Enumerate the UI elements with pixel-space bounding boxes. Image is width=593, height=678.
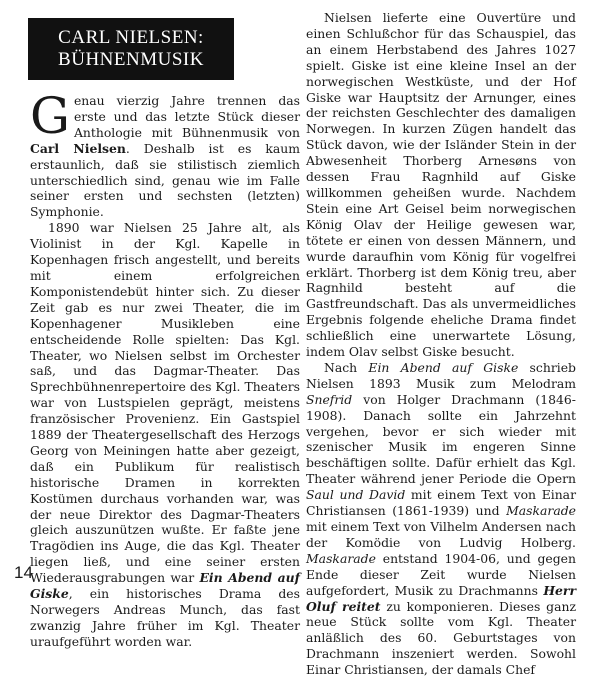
section-title-box xyxy=(28,18,234,80)
work-title: Ein Abend auf Giske xyxy=(30,570,300,602)
section-title-line-2: BÜHNENMUSIK xyxy=(58,49,204,70)
composer-name: Carl Nielsen xyxy=(30,140,126,156)
right-column xyxy=(306,10,576,678)
section-title-line-1: CARL NIELSEN: xyxy=(58,27,204,48)
left-column xyxy=(30,87,300,650)
right-paragraph-2: Nach Ein Abend auf Giske schrieb Nielsen 1893 Musik zum Melodram Snefrid von Holger Drachmann (1846-1908). Danach sollte ein Jahrzehnt vergehen, bevor er sich wieder mit szenischer Musik im engeren Sinne beschäftigen sollte. Dafür erhielt das Kgl. Theater während jener Periode die Opern Saul und David mit einem Text von Einar Christiansen (1861-1939) und Maskarade mit einem Text von Vilhelm Andersen nach der Komödie von Ludvig Holberg. Maskarade entstand 1904-06, und gegen Ende dieser Zeit wurde Nielsen aufgefordert, Musik zu Drachmanns Herr Oluf reitet zu komponieren. Dieses ganz neue Stück sollte vom Kgl. Theater anläßlich des 60. Geburtstages von Drachmann inszeniert werden. Sowohl Einar Christiansen, der damals Chef xyxy=(306,359,576,678)
left-paragraph-1: Genau vierzig Jahre trennen das erste und das letzte Stück dieser Anthologie mit Bühnenmusik von Carl Nielsen. Deshalb ist es kaum erstaunlich, daß sie stilistisch ziemlich unterschiedlich sind, genau wie im Falle seiner ersten und sechsten (letzten) Symphonie. xyxy=(30,87,300,220)
drop-cap: G xyxy=(30,87,70,145)
right-paragraph-1: Nielsen lieferte eine Ouvertüre und einen Schlußchor für das Schauspiel, das an einem Herbstabend des Jahres 1027 spielt. Giske ist eine kleine Insel an der norwegischen Westküste, und der Hof Giske war Hauptsitz der Arnunger, eines der reichsten Geschlechter des damaligen Norwegen. In kurzen Zügen handelt das Stück davon, wie der Isländer Stein in der Abwesenheit Thorberg Arnesøns von dessen Frau Ragnhild auf Giske willkommen geheißen wurde. Nachdem Stein eine Art Geisel beim norwegischen König Olav der Heilige gewesen war, tötete er einen von dessen Männern, und wurde daraufhin vom König für vogelfrei erklärt. Thorberg ist dem König treu, aber Ragnhild besteht auf die Gastfreundschaft. Das als unvermeidliches Ergebnis folgende eheliche Drama findet schließlich eine unerwartete Lösung, indem Olav selbst Giske besucht. xyxy=(306,10,576,360)
left-paragraph-2: 1890 war Nielsen 25 Jahre alt, als Violinist in der Kgl. Kapelle in Kopenhagen frisch angestellt, und bereits mit einem erfolgreichen Komponistendebüt hinter sich. Zu dieser Zeit gab es nur zwei Theater, die im Kopenhagener Musikleben eine entscheidende Rolle spielten: Das Kgl. Theater, wo Nielsen selbst im Orchester saß, und das Dagmar-Theater. Das Sprechbühnenrepertoire des Kgl. Theaters war von Lustspielen geprägt, meistens französischer Provenienz. Ein Gastspiel 1889 der Theatergesellschaft des Herzogs Georg von Meiningen hatte aber gezeigt, daß ein Publikum für realistisch historische Dramen in korrekten Kostümen durchaus vorhanden war, was der neue Direktor des Dagmar-Theaters gleich auszunützen wußte. Er faßte jene Tragödien ins Auge, die das Kgl. Theater liegen ließ, und eine seiner ersten Wiederausgrabungen war Ein Abend auf Giske, ein historisches Drama des Norwegers Andreas Munch, das fast zwanzig Jahre früher im Kgl. Theater uraufgeführt worden war. xyxy=(30,220,300,649)
page-number: 14 xyxy=(14,563,33,582)
